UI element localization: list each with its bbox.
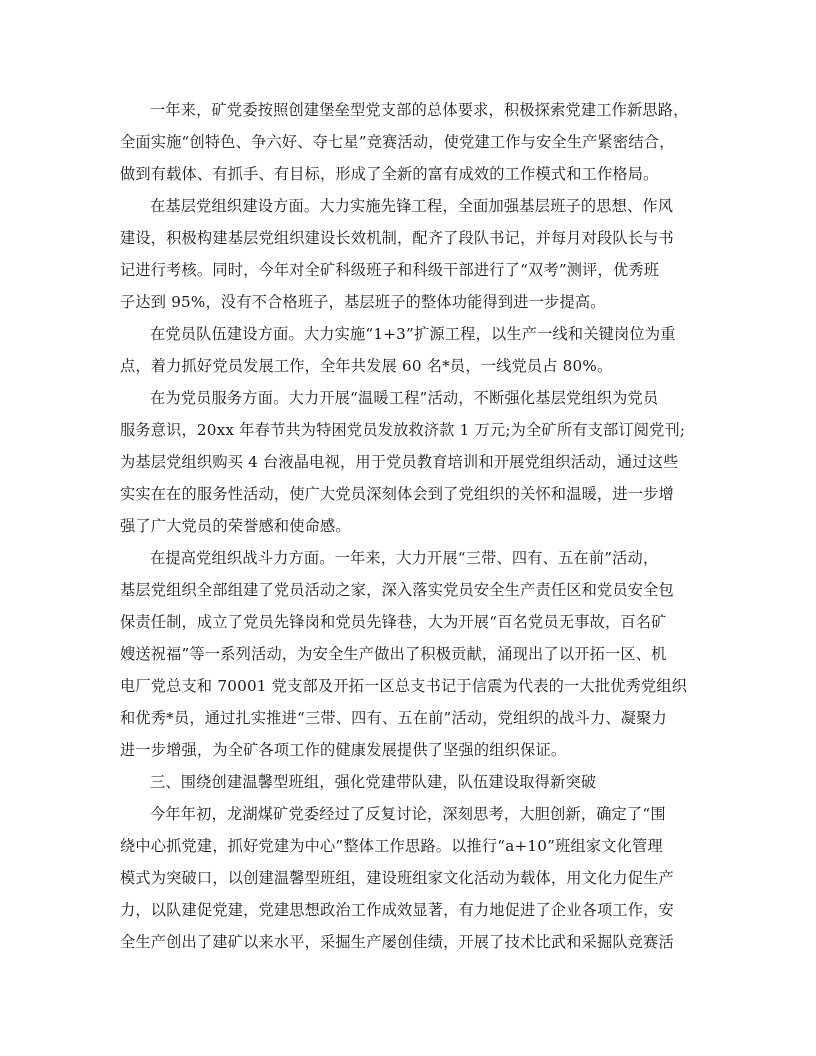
paragraph-line: 电厂党总支和 70001 党支部及开拓一区总支书记于信震为代表的一大批优秀党组织 [120,677,688,695]
paragraph-line: 和优秀*员，通过扎实推进“三带、四有、五在前”活动，党组织的战斗力、凝聚力 [120,709,667,727]
paragraph-line: 记进行考核。同时，今年对全矿科级班子和科级干部进行了“双考”测评，优秀班 [120,261,660,279]
paragraph-first-line: 在党员队伍建设方面。大力实施“1+3”扩源工程，以生产一线和关键岗位为重 [150,325,676,343]
paragraph-line: 实实在在的服务性活动，使广大党员深刻体会到了党组织的关怀和温暖，进一步增 [120,485,674,503]
paragraph-first-line: 在为党员服务方面。大力开展“温暖工程”活动，不断强化基层党组织为党员 [150,389,659,407]
paragraph-line: 全生产创出了建矿以来水平，采掘生产屡创佳绩，开展了技术比武和采掘队竞赛活 [120,933,674,951]
paragraph-line: 嫂送祝福”等一系列活动，为安全生产做出了积极贡献，涌现出了以开拓一区、机 [120,645,667,663]
paragraph-first-line: 一年来，矿党委按照创建堡垒型党支部的总体要求，积极探索党建工作新思路， [150,101,689,119]
paragraph-line: 子达到 95%，没有不合格班子，基层班子的整体功能得到进一步提高。 [120,293,606,311]
paragraph-line: 为基层党组织购买 4 台液晶电视，用于党员教育培训和开展党组织活动，通过这些 [120,453,679,471]
paragraph-line: 点，着力抓好党员发展工作，全年共发展 60 名*员，一线党员占 80%。 [120,357,613,375]
paragraph-line: 做到有载体、有抓手、有目标，形成了全新的富有成效的工作模式和工作格局。 [120,165,659,183]
paragraph-line: 全面实施“创特色、争六好、夺七星”竞赛活动，使党建工作与安全生产紧密结合， [120,133,675,151]
paragraph-line: 力，以队建促党建，党建思想政治工作成效显著，有力地促进了企业各项工作，安 [120,901,674,919]
paragraph-line: 进一步增强，为全矿各项工作的健康发展提供了坚强的组织保证。 [120,741,567,759]
paragraph-line: 绕中心抓党建，抓好党建为中心”整体工作思路。以推行“a+10”班组家文化管理 [120,837,663,855]
paragraph-line: 基层党组织全部组建了党员活动之家，深入落实党员安全生产责任区和党员安全包 [120,581,674,599]
paragraph-first-line: 在提高党组织战斗力方面。一年来，大力开展“三带、四有、五在前”活动， [150,549,659,567]
paragraph-first-line: 三、围绕创建温馨型班组，强化党建带队建，队伍建设取得新突破 [150,773,597,791]
paragraph-first-line: 今年年初，龙湖煤矿党委经过了反复讨论，深刻思考，大胆创新，确定了“围 [150,805,666,823]
paragraph-line: 建设，积极构建基层党组织建设长效机制，配齐了段队书记，并每月对段队长与书 [120,229,674,247]
paragraph-line: 服务意识，20xx 年春节共为特困党员发放救济款 1 万元;为全矿所有支部订阅党刊; [120,421,686,439]
paragraph-first-line: 在基层党组织建设方面。大力实施先锋工程，全面加强基层班子的思想、作风 [150,197,674,215]
paragraph-line: 强了广大党员的荣誉感和使命感。 [120,517,351,535]
document-body [120,94,698,958]
paragraph-line: 保责任制，成立了党员先锋岗和党员先锋巷，大为开展“百名党员无事故，百名矿 [120,613,667,631]
paragraph-line: 模式为突破口，以创建温馨型班组，建设班组家文化活动为载体，用文化力促生产 [120,869,674,887]
